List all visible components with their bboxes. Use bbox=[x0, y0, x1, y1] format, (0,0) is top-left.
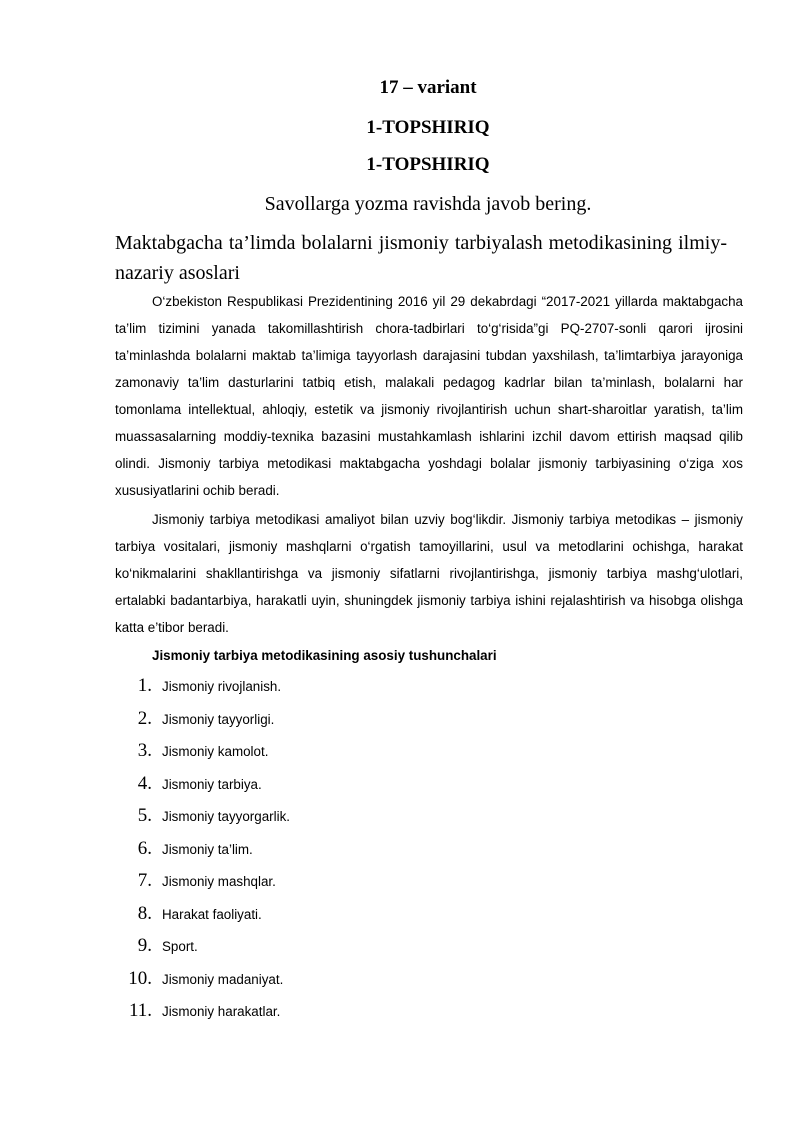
list-item bbox=[0, 933, 800, 966]
list-number: 11. bbox=[128, 1000, 152, 1021]
list-item bbox=[0, 803, 800, 836]
concepts-list bbox=[0, 673, 800, 1031]
list-number: 9. bbox=[137, 935, 152, 956]
variant-title: 17 – variant bbox=[379, 77, 477, 98]
list-number: 7. bbox=[137, 870, 152, 891]
list-number: 4. bbox=[137, 772, 152, 794]
list-text: Harakat faoliyati. bbox=[162, 906, 262, 922]
list-text: Jismoniy tayyorgarlik. bbox=[162, 809, 290, 824]
task-title: 1-TOPSHIRIQ bbox=[366, 117, 490, 138]
body-paragraph-1: O‘zbekiston Respublikasi Prezidentining 2016 yil 29 dekabrdagi “2017-2021 yillarda maktabgacha ta’lim tizimini yanada takomillashtirish chora-tadbirlari to‘g‘risida”gi PQ-2707-sonli qarori ijrosini ta’minlashda bolalarni maktab ta’limiga tayyorlash darajasini tubdan yaxshilash, ta’limtarbiya jarayoniga zamonaviy ta’lim dasturlarini tatbiq etish, malakali pedagog kadrlar bilan ta’minlash, bolalarni har tomonlama intellektual, ahloqiy, estetik va jismoniy rivojlantirish uchun shart-sharoitlar yaratish, ta’lim muassasalarning moddiy-texnika bazasini mustahkamlash ishlarini izchil davom ettirish maqsad qilib olindi. Jismoniy tarbiya metodikasi maktabgacha yoshdagi bolalar jismoniy tarbiyasining o‘ziga xos xususiyatlarini ochib beradi. bbox=[115, 294, 743, 498]
list-text: Jismoniy tarbiya. bbox=[162, 776, 262, 792]
list-number: 8. bbox=[137, 902, 152, 924]
list-text: Jismoniy mashqlar. bbox=[162, 874, 276, 889]
list-text: Sport. bbox=[162, 939, 198, 954]
list-item bbox=[0, 738, 800, 771]
list-item bbox=[0, 706, 800, 739]
body-paragraph-2: Jismoniy tarbiya metodikasi amaliyot bilan uzviy bog‘likdir. Jismoniy tarbiya metodikas – jismoniy tarbiya vositalari, jismoniy mashqlarni o‘rgatish tamoyillarini, usul va metodlarini ochishga, harakat ko‘nikmalarini shakllantirishga va jismoniy sifatlarni rivojlantirishga, jismoniy tarbiya mashg‘ulotlari, ertalabki badantarbiya, harakatli uyin, shuningdek jismoniy tarbiya ishini rejalashtirish va hisobga olishga katta e’tibor beradi. bbox=[115, 512, 743, 635]
list-number: 5. bbox=[137, 805, 152, 826]
list-text: Jismoniy rivojlanish. bbox=[162, 679, 282, 694]
concepts-heading: Jismoniy tarbiya metodikasining asosiy tushunchalari bbox=[152, 648, 497, 663]
list-text: Jismoniy harakatlar. bbox=[162, 1004, 281, 1019]
list-text: Jismoniy madaniyat. bbox=[162, 971, 284, 987]
list-item bbox=[0, 868, 800, 901]
list-text: Jismoniy kamolot. bbox=[162, 744, 269, 759]
instruction-text: Savollarga yozma ravishda javob bering. bbox=[264, 193, 592, 215]
task-title-repeat: 1-TOPSHIRIQ bbox=[366, 154, 490, 175]
list-number: 10. bbox=[128, 967, 152, 989]
list-text: Jismoniy ta’lim. bbox=[162, 841, 253, 857]
list-number: 2. bbox=[137, 707, 152, 729]
list-item bbox=[0, 771, 800, 804]
list-number: 1. bbox=[137, 675, 152, 696]
list-text: Jismoniy tayyorligi. bbox=[162, 711, 275, 727]
list-item bbox=[0, 998, 800, 1031]
topic-heading: Maktabgacha ta’limda bolalarni jismoniy tarbiyalash metodikasining ilmiy-nazariy asoslari bbox=[115, 232, 727, 284]
list-number: 3. bbox=[137, 740, 152, 761]
list-number: 6. bbox=[137, 837, 152, 859]
list-item bbox=[0, 673, 800, 706]
list-item bbox=[0, 966, 800, 999]
list-item bbox=[0, 836, 800, 869]
list-item bbox=[0, 901, 800, 934]
